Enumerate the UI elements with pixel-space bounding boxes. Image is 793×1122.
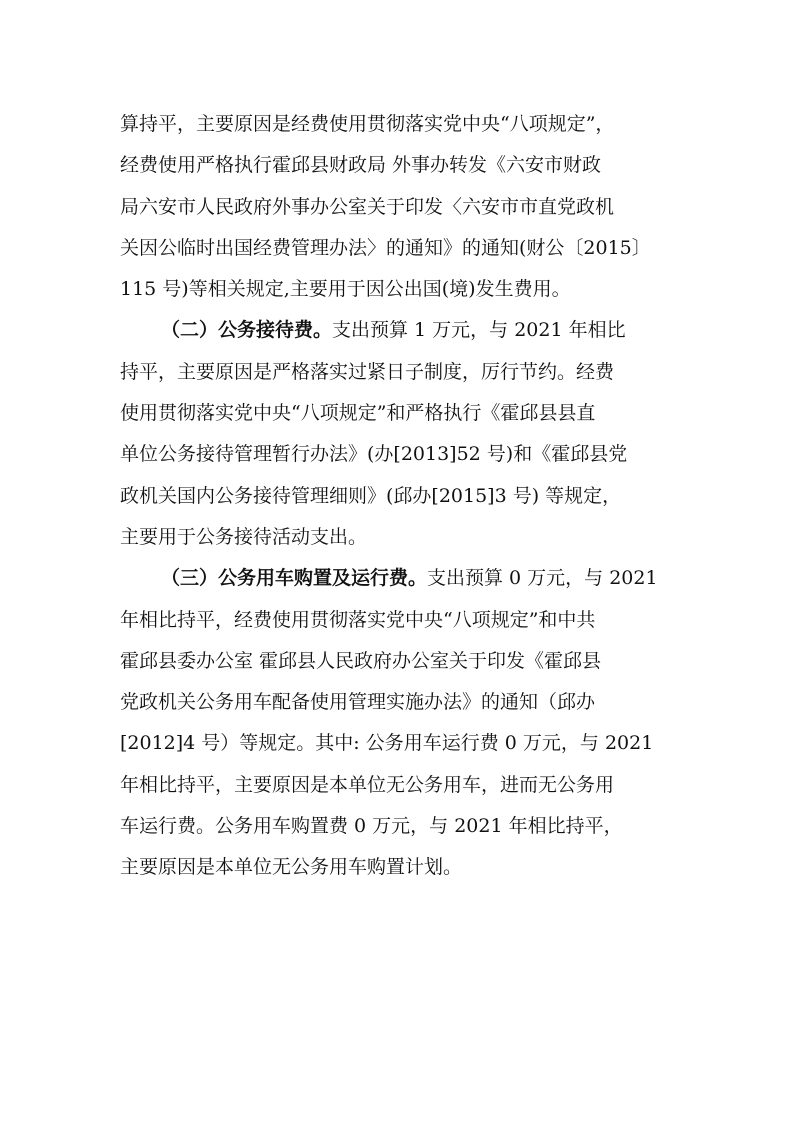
paragraph-line: 115 号)等相关规定,主要用于因公出国(境)发生费用。: [120, 278, 571, 301]
section2-first-line-text: 支出预算 1 万元，与 2021 年相比: [332, 319, 626, 342]
paragraph-line: 关因公临时出国经费管理办法〉的通知》的通知(财公〔2015〕: [120, 236, 651, 259]
paragraph-line: 使用贯彻落实党中央“八项规定”和严格执行《霍邱县县直: [120, 402, 596, 425]
paragraph-line: 主要用于公务接待活动支出。: [120, 525, 368, 548]
paragraph-line: 党政机关公务用车配备使用管理实施办法》的通知（邱办: [120, 691, 596, 714]
paragraph-line: [2012]4 号）等规定。其中: 公务用车运行费 0 万元，与 2021: [120, 732, 654, 755]
paragraph-line: 霍邱县委办公室 霍邱县人民政府办公室关于印发《霍邱县: [120, 649, 602, 672]
paragraph-line: 经费使用严格执行霍邱县财政局 外事办转发《六安市财政: [120, 154, 602, 177]
section2-first-line: [120, 310, 680, 351]
document-body: [120, 104, 680, 889]
paragraph-line: 算持平，主要原因是经费使用贯彻落实党中央“八项规定”，: [120, 113, 615, 135]
section3-heading: （三）公务用车购置及运行费。: [161, 567, 428, 590]
paragraph-line: 年相比持平，经费使用贯彻落实党中央“八项规定”和中共: [120, 608, 596, 631]
paragraph-line: 主要原因是本单位无公务用车购置计划。: [120, 856, 463, 879]
section3-first-line-text: 支出预算 0 万元，与 2021: [427, 567, 658, 590]
paragraph-line: 政机关国内公务接待管理细则》(邱办[2015]3 号) 等规定，: [120, 484, 622, 507]
paragraph-line: 局六安市人民政府外事办公室关于印发〈六安市市直党政机: [120, 195, 615, 218]
section2-reception-expenses: [120, 310, 680, 558]
paragraph-line: 持平，主要原因是严格落实过紧日子制度，厉行节约。经费: [120, 360, 615, 383]
section3-vehicle-expenses: [120, 558, 680, 888]
paragraph-line: 车运行费。公务用车购置费 0 万元，与 2021 年相比持平，: [120, 815, 623, 838]
paragraph-line: 单位公务接待管理暂行办法》(办[2013]52 号)和《霍邱县党: [120, 443, 628, 466]
section2-heading: （二）公务接待费。: [161, 319, 333, 342]
section3-first-line: [120, 558, 680, 599]
paragraph-line: 年相比持平，主要原因是本单位无公务用车，进而无公务用: [120, 773, 615, 796]
section1-continuation: [120, 104, 680, 310]
